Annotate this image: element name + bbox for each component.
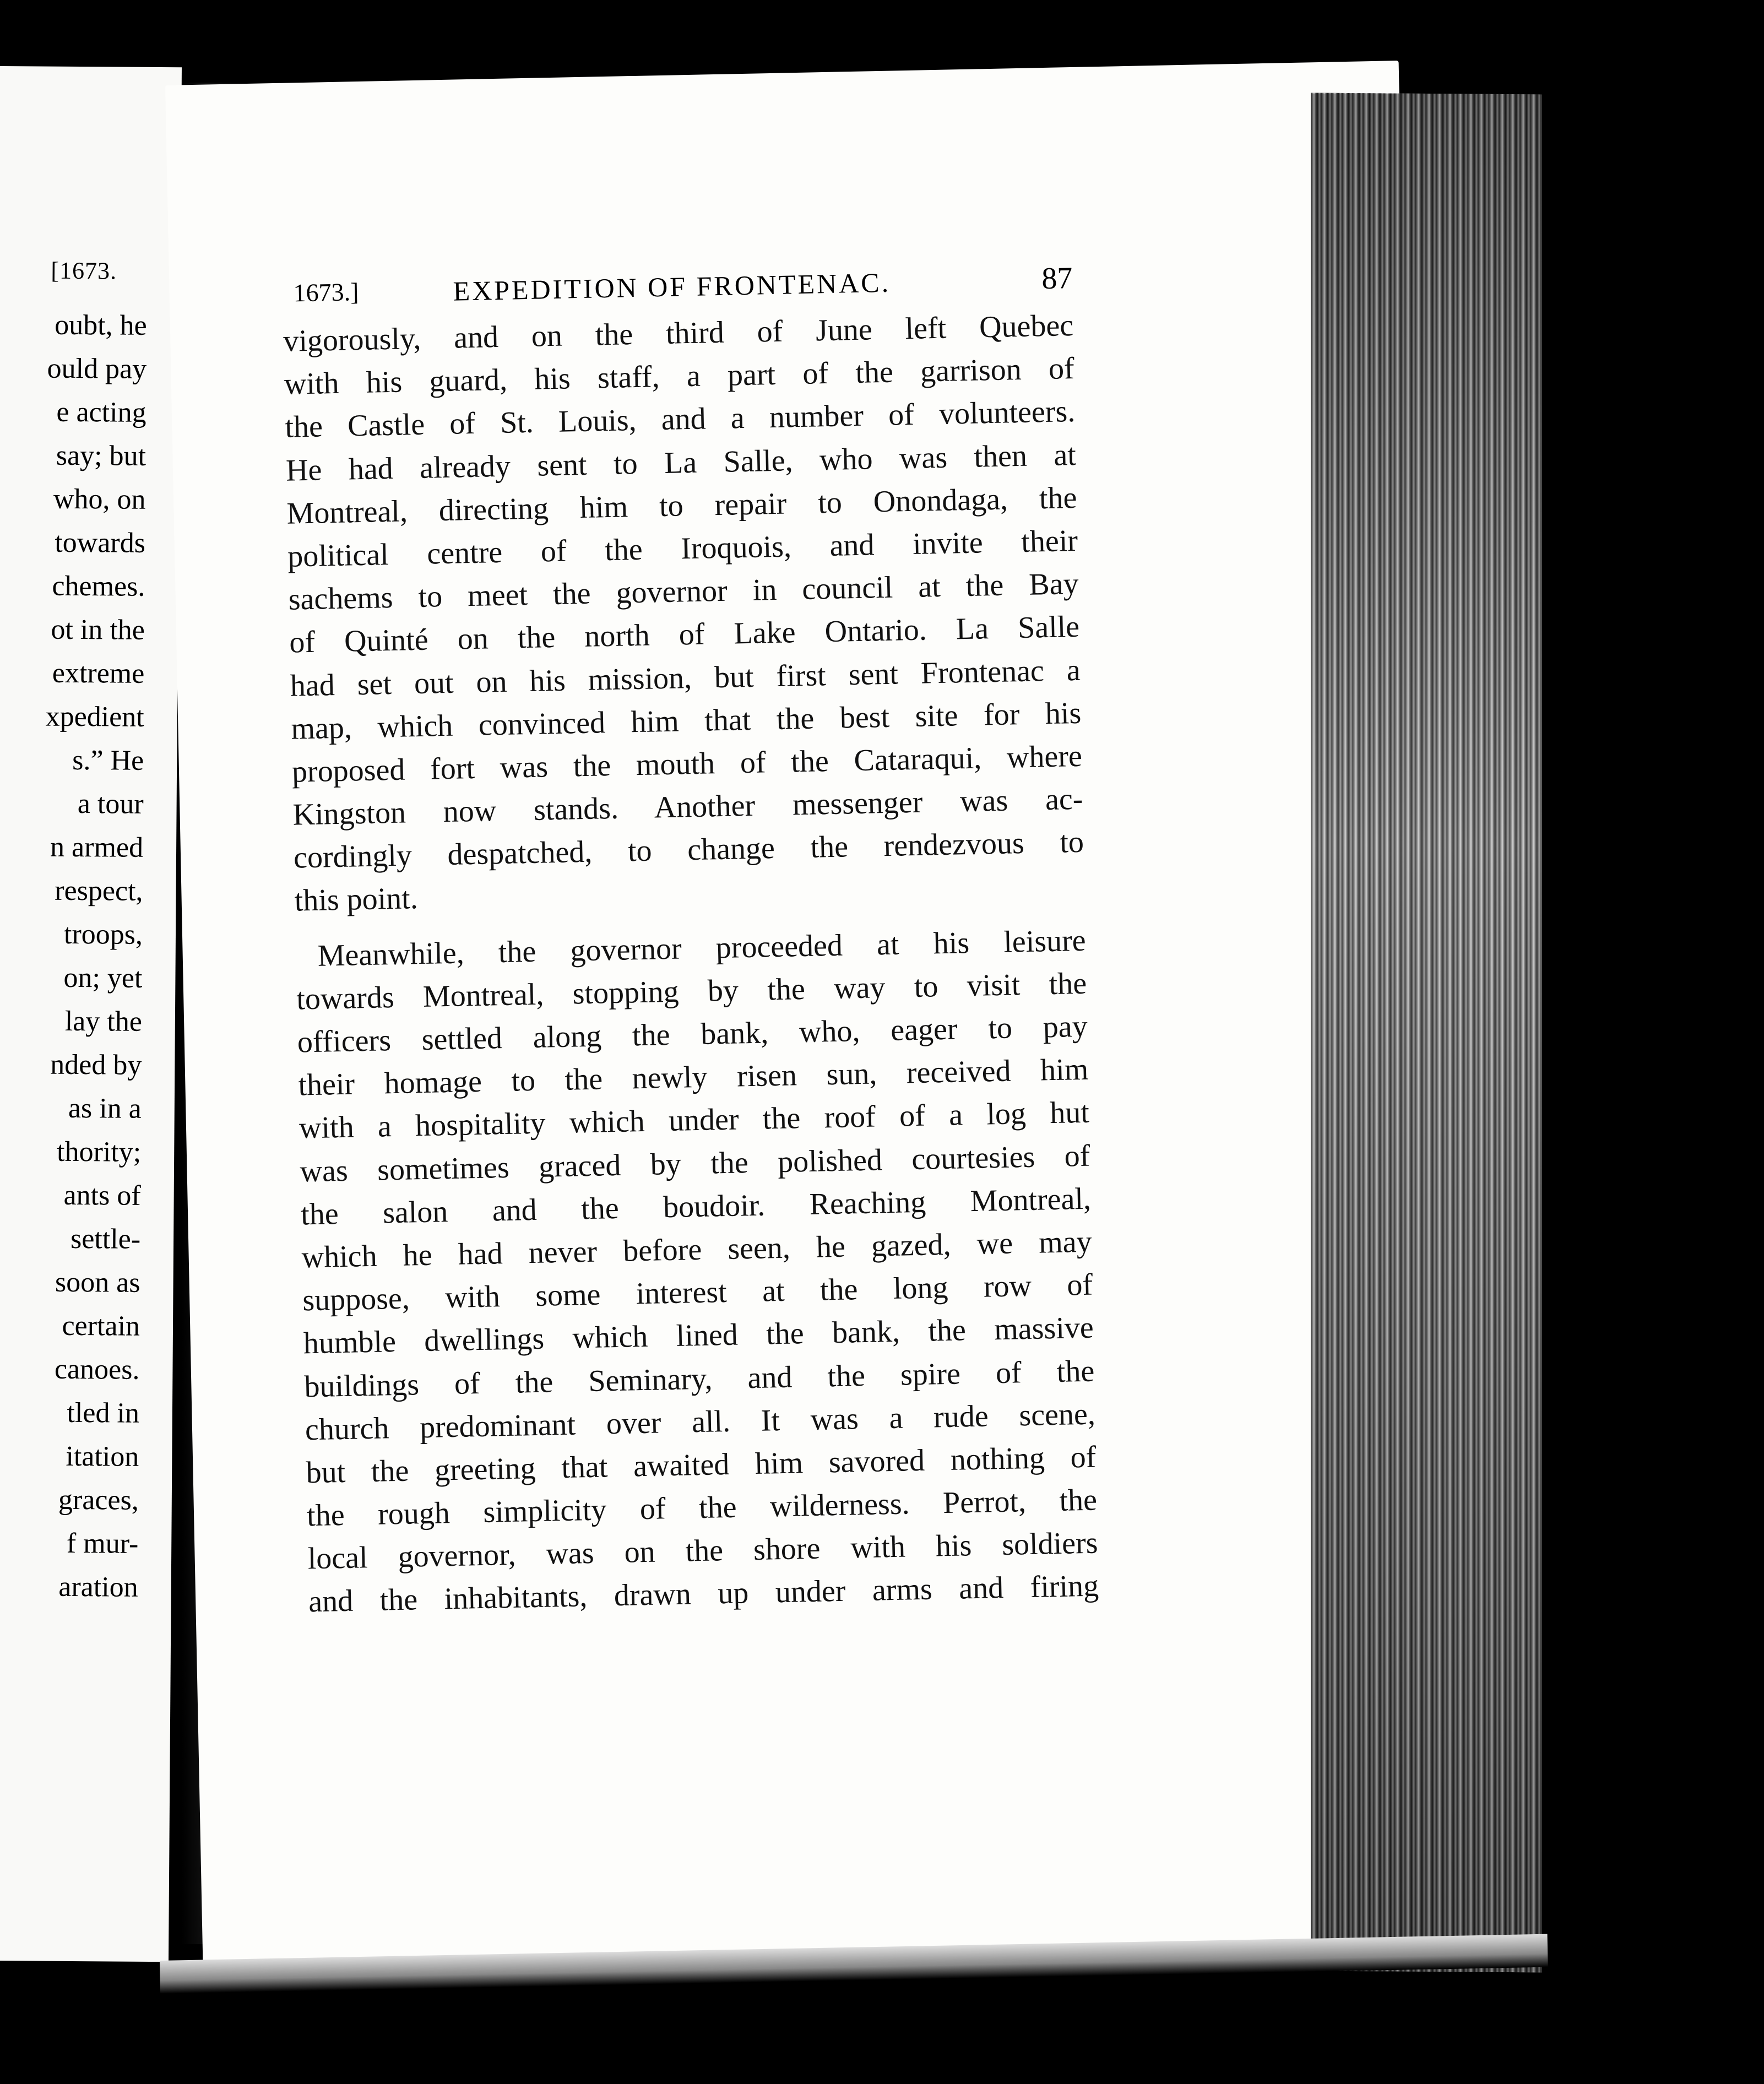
text-line: sachems to meet the governor in council at the Bay [288,567,1079,617]
text-line: map, which convinced him that the best site for his [290,696,1082,746]
text-line: of Quinté on the north of Lake Ontario. La Salle [289,610,1080,660]
text-line: suppose, with some interest at the long row of [302,1267,1093,1318]
left-text-fragment: graces, [58,1484,139,1516]
current-page [165,61,1437,1979]
left-text-fragment: nded by [50,1049,142,1081]
text-line: Montreal, directing him to repair to Onondaga, the [286,480,1077,531]
left-text-fragment: soon as [55,1266,140,1299]
left-text-fragment: on; yet [63,962,143,994]
page-body-text [283,304,1099,1624]
text-line: local governor, was on the shore with his soldiers [307,1526,1099,1576]
left-text-fragment: chemes. [52,570,145,603]
text-line: with a hospitality which under the roof of a log hut [298,1095,1090,1146]
text-line: their homage to the newly risen sun, received him [297,1052,1089,1103]
text-line: the rough simplicity of the wilderness. Perrot, the [306,1483,1098,1533]
text-line: with his guard, his staff, a part of the garrison of [284,351,1075,401]
left-text-fragment: xpedient [45,701,144,733]
left-text-fragment: itation [66,1440,139,1473]
left-text-fragment: ants of [63,1179,141,1212]
text-line: which he had never before seen, he gazed, we may [301,1224,1093,1275]
previous-page [0,66,182,1962]
text-line: church predominant over all. It was a rude scene, [305,1397,1096,1447]
left-text-fragment: s.” He [72,744,144,777]
text-line: had set out on his mission, but first sent Frontenac a [290,653,1081,703]
left-text-fragment: ould pay [47,352,147,385]
text-line: vigorously, and on the third of June left Quebec [283,308,1074,359]
text-line: proposed fort was the mouth of the Cataraqui, where [291,739,1083,789]
text-line: Meanwhile, the governor proceeded at his leisure [317,923,1087,973]
text-line: but the greeting that awaited him savored nothing of [305,1440,1097,1490]
left-text-fragment: canoes. [54,1353,140,1386]
text-line: the salon and the boudoir. Reaching Montreal, [300,1181,1092,1232]
text-line: this point. [294,881,419,919]
left-text-fragment: who, on [53,483,146,515]
left-text-fragment: troops, [63,918,143,951]
left-text-fragment: aration [58,1571,138,1603]
left-text-fragment: ot in the [51,614,145,646]
left-text-fragment: extreme [52,657,145,690]
left-text-fragment: f mur- [66,1527,139,1560]
text-line: humble dwellings which lined the bank, the massive [303,1310,1094,1361]
text-line: political centre of the Iroquois, and invite their [287,523,1078,574]
text-line: and the inhabitants, drawn up under arms and firing [308,1569,1099,1619]
left-text-fragment: respect, [55,875,143,907]
left-text-fragment: say; but [56,439,146,472]
text-line: officers settled along the bank, who, eager to pay [297,1009,1088,1060]
left-text-fragment: n armed [50,831,144,864]
text-line: Kingston now stands. Another messenger was ac- [292,782,1083,832]
left-text-fragment: lay the [64,1005,143,1038]
library-stamp: BIBLIOTHEQUE [1555,976,1764,1316]
left-text-fragment: oubt, he [54,309,147,341]
left-text-fragment: towards [55,527,146,559]
left-text-fragment: settle- [70,1223,141,1255]
header-title: EXPEDITION OF FRONTENAC. [453,267,891,307]
text-line: cordingly despatched, to change the rendezvous to [293,825,1084,875]
left-text-fragment: e acting [56,396,146,428]
text-line: buildings of the Seminary, and the spire of the [303,1354,1095,1404]
left-text-fragment: a tour [77,788,144,820]
left-running-head: [1673. [51,257,117,285]
left-text-fragment: as in a [68,1092,142,1125]
left-text-fragment: tled in [67,1397,140,1429]
page-number: 87 [1041,261,1073,296]
text-line: the Castle of St. Louis, and a number of volunteers. [284,394,1076,445]
left-text-fragment: certain [62,1310,140,1342]
text-line: He had already sent to La Salle, who was then at [285,437,1077,488]
header-year: 1673.] [293,278,359,307]
text-line: was sometimes graced by the polished courtesies of [300,1138,1090,1189]
left-text-fragment: thority; [56,1136,142,1168]
text-line: towards Montreal, stopping by the way to visit the [296,966,1087,1017]
